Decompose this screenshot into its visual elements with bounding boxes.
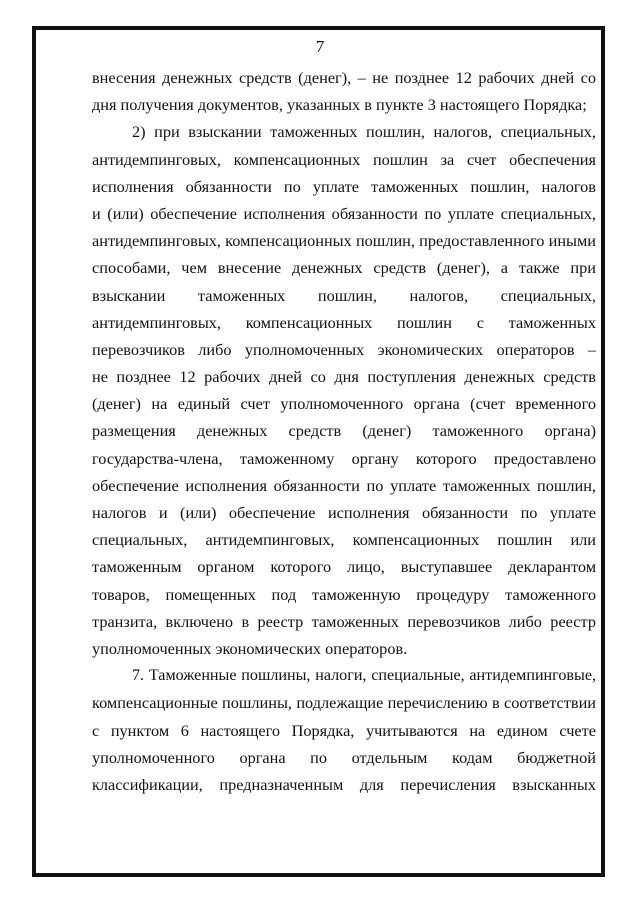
- text-line: способами, чем внесение денежных средств (денег), а также при: [92, 258, 596, 278]
- text-line: уполномоченного органа по отдельным кодам бюджетной: [92, 747, 596, 767]
- text-line: не позднее 12 рабочих дней со дня поступления денежных средств: [92, 367, 596, 387]
- text-line: антидемпинговых, компенсационных пошлин с таможенных: [92, 312, 596, 332]
- text-line: исполнения обязанности по уплате таможенных пошлин, налогов: [92, 176, 596, 196]
- text-line: и (или) обеспечение исполнения обязанности по уплате специальных,: [92, 203, 596, 223]
- page-number: 7: [315, 37, 325, 56]
- text-line: уполномоченных экономических операторов.: [92, 638, 408, 658]
- text-line: внесения денежных средств (денег), – не позднее 12 рабочих дней со: [92, 68, 596, 87]
- text-line: (денег) на единый счет уполномоченного органа (счет временного: [92, 394, 596, 414]
- text-line: обеспечение исполнения обязанности по уплате таможенных пошлин,: [92, 475, 596, 495]
- text-line: перевозчиков либо уполномоченных экономических операторов –: [92, 339, 596, 359]
- text-line: компенсационные пошлины, подлежащие перечислению в соответствии: [92, 693, 596, 713]
- text-line: дня получения документов, указанных в пункте 3 настоящего Порядка;: [92, 95, 587, 115]
- text-line: таможенным органом которого лицо, выступавшее декларантом: [92, 557, 596, 577]
- text-line: товаров, помещенных под таможенную процедуру таможенного: [92, 584, 596, 604]
- text-line: транзита, включено в реестр таможенных перевозчиков либо реестр: [92, 611, 596, 631]
- text-line: 7. Таможенные пошлины, налоги, специальные, антидемпинговые,: [132, 667, 596, 685]
- text-line: государства-члена, таможенному органу которого предоставлено: [92, 448, 596, 468]
- text-line: специальных, антидемпинговых, компенсационных пошлин или: [92, 530, 596, 550]
- text-line: классификации, предназначенным для перечисления взысканных: [92, 774, 596, 794]
- text-line: 2) при взыскании таможенных пошлин, налогов, специальных,: [132, 122, 596, 142]
- text-line: с пунктом 6 настоящего Порядка, учитываются на едином счете: [92, 720, 596, 740]
- text-line: налогов и (или) обеспечение исполнения обязанности по уплате: [92, 503, 596, 522]
- document-body: [92, 64, 596, 798]
- text-line: размещения денежных средств (денег) таможенного органа): [92, 421, 596, 441]
- text-line: взыскании таможенных пошлин, налогов, специальных,: [92, 285, 596, 305]
- text-line: антидемпинговых, компенсационных пошлин, предоставленного иными: [92, 231, 596, 251]
- text-line: антидемпинговых, компенсационных пошлин за счет обеспечения: [92, 149, 596, 169]
